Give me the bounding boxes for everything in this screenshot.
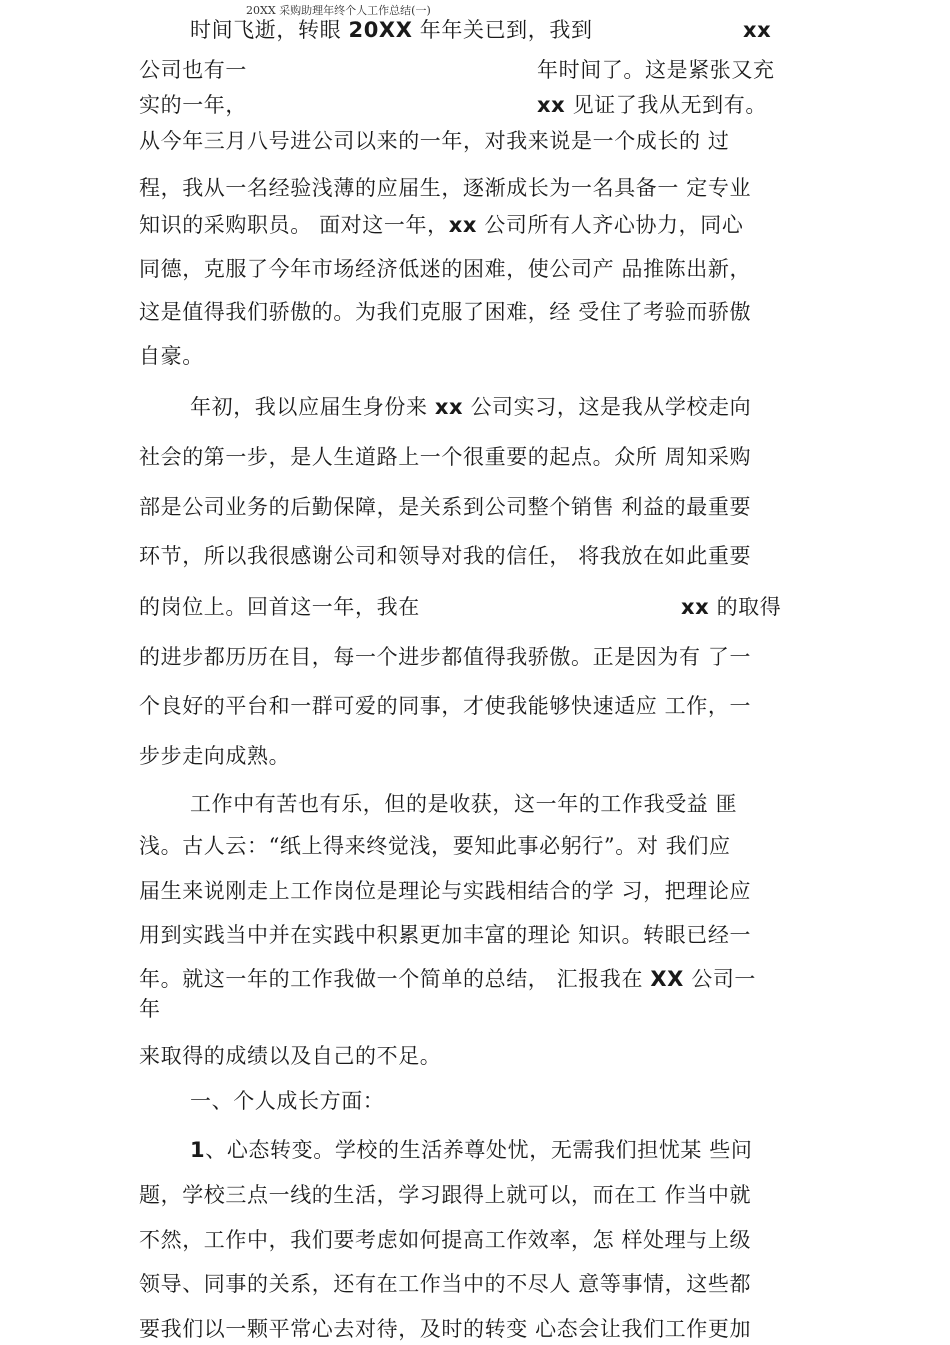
section-heading: 一、个人成长方面：: [190, 1089, 385, 1113]
company-placeholder: XX: [650, 967, 684, 991]
p1-line-3a: 实的一年，: [139, 93, 247, 117]
p1-line-2a: 公司也有一: [139, 58, 247, 82]
text: 公司一: [683, 967, 757, 991]
p2-line-2: 社会的第一步，是人生道路上一个很重要的起点。众所 周知采购: [139, 445, 752, 469]
text: 见证了我从无到有。: [565, 93, 767, 117]
p4-line-4: 领导、同事的关系，还有在工作当中的不尽人 意等事情，这些都: [139, 1272, 752, 1296]
text: 年年关已到，我到: [412, 18, 593, 42]
p2-line-7: 个良好的平台和一群可爱的同事，才使我能够快速适应 工作，一: [139, 694, 752, 718]
text: 知识的采购职员。 面对这一年，: [139, 213, 449, 237]
p3-line-1: 工作中有苦也有乐，但的是收获，这一年的工作我受益 匪: [190, 792, 738, 816]
p2-line-5b: [681, 594, 781, 620]
text: 、心态转变。学校的生活养尊处忧，无需我们担忧某 些问: [205, 1138, 753, 1162]
p2-line-4: 环节，所以我很感谢公司和领导对我的信任， 将我放在如此重要: [139, 544, 752, 568]
p4-line-1: [190, 1137, 753, 1163]
p3-line-3: 届生来说刚走上工作岗位是理论与实践相结合的学 习，把理论应: [139, 879, 752, 903]
p3-line-7: 来取得的成绩以及自己的不足。: [139, 1044, 442, 1068]
p1-line-2b: 年时间了。这是紧张又充: [537, 58, 775, 82]
text: 公司实习，这是我从学校走向: [463, 395, 752, 419]
text: 公司所有人齐心协力，同心: [476, 213, 744, 237]
p2-line-1: [190, 394, 751, 420]
p4-line-3: 不然，工作中，我们要考虑如何提高工作效率，怎 样处理与上级: [139, 1228, 752, 1252]
item-number: 1: [190, 1138, 206, 1162]
p4-line-5: 要我们以一颗平常心去对待，及时的转变 心态会让我们工作更加: [139, 1317, 752, 1341]
p3-line-2: 浅。古人云：“纸上得来终觉浅，要知此事必躬行”。对 我们应: [139, 834, 731, 858]
p3-line-4: 用到实践当中并在实践中积累更加丰富的理论 知识。转眼已经一: [139, 923, 752, 947]
p1-line-6: [139, 212, 743, 238]
p3-line-6: 年: [139, 997, 161, 1021]
p2-line-3: 部是公司业务的后勤保障，是关系到公司整个销售 利益的最重要: [139, 495, 752, 519]
page-header: 20XX 采购助理年终个人工作总结(一): [246, 4, 431, 17]
p1-line-9: 自豪。: [139, 344, 204, 368]
text: 年。就这一年的工作我做一个简单的总结， 汇报我在: [139, 967, 651, 991]
p1-line-7: 同德，克服了今年市场经济低迷的困难，使公司产 品推陈出新，: [139, 257, 752, 281]
p1-line-4: 从今年三月八号进公司以来的一年，对我来说是一个成长的 过: [139, 129, 730, 153]
company-placeholder: xx: [448, 213, 477, 237]
company-placeholder: xx: [434, 395, 464, 419]
p1-line-3b: [537, 92, 767, 118]
text: 的取得: [709, 595, 782, 619]
p4-line-2: 题，学校三点一线的生活，学习跟得上就可以，而在工 作当中就: [139, 1183, 752, 1207]
text: 时间飞逝，转眼: [190, 18, 349, 42]
p3-line-5: [139, 966, 756, 992]
text: 年初，我以应届生身份来: [190, 395, 435, 419]
p2-line-5a: 的岗位上。回首这一年，我在: [139, 595, 420, 619]
p1-line-1: [190, 17, 593, 43]
year-placeholder: 20XX: [348, 18, 413, 42]
company-placeholder: xx: [681, 595, 710, 619]
p2-line-6: 的进步都历历在目，每一个进步都值得我骄傲。正是因为有 了一: [139, 645, 752, 669]
p1-line-5: 程，我从一名经验浅薄的应届生，逐渐成长为一名具备一 定专业: [139, 176, 752, 200]
company-placeholder: xx: [537, 93, 566, 117]
company-placeholder: xx: [743, 18, 772, 42]
p1-line-8: 这是值得我们骄傲的。为我们克服了困难，经 受住了考验而骄傲: [139, 300, 752, 324]
p2-line-8: 步步走向成熟。: [139, 744, 291, 768]
